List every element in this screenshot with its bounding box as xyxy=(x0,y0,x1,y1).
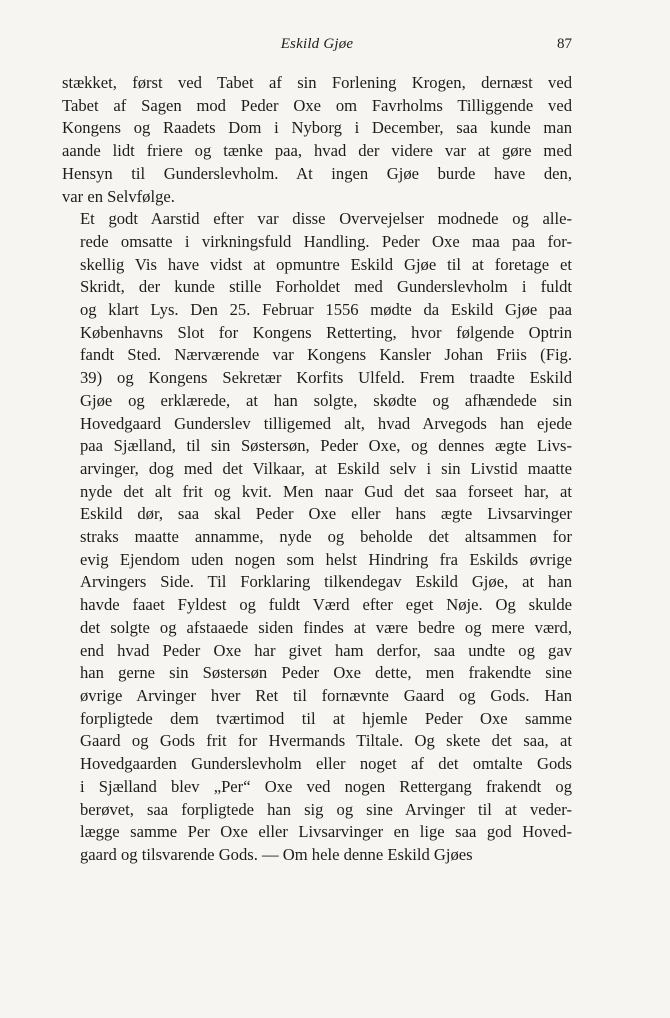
text-line: fandt Sted. Nærværende var Kongens Kansler Johan Friis (Fig. xyxy=(80,345,572,365)
text-line: straks maatte annamme, nyde og beholde det altsammen for xyxy=(80,527,572,547)
text-line: Skridt, der kunde stille Forholdet med Gunderslevholm i fuldt xyxy=(80,277,572,297)
text-line: han gerne sin Søstersøn Peder Oxe dette, men frakendte sine xyxy=(80,663,572,683)
text-line: aande lidt friere og tænke paa, hvad der videre var at gøre med xyxy=(62,141,572,161)
text-line: Københavns Slot for Kongens Retterting, hvor følgende Optrin xyxy=(80,322,572,342)
text-line: Kongens og Raadets Dom i Nyborg i December, saa kunde man xyxy=(62,118,572,138)
text-line: Gaard og Gods frit for Hvermands Tiltale. Og skete det saa, at xyxy=(80,731,572,751)
paragraph xyxy=(62,208,572,866)
text-line: i Sjælland blev „Per“ Oxe ved nogen Rettergang frakendt og xyxy=(80,776,572,796)
body-text xyxy=(62,72,572,867)
paragraph xyxy=(62,72,572,208)
text-line: Hovedgaarden Gunderslevholm eller noget af det omtalte Gods xyxy=(80,754,572,774)
text-line: 39) og Kongens Sekretær Korfits Ulfeld. Frem traadte Eskild xyxy=(80,368,572,388)
text-line: forpligtede dem tværtimod til at hjemle Peder Oxe samme xyxy=(80,708,572,728)
text-line: øvrige Arvinger hver Ret til fornævnte Gaard og Gods. Han xyxy=(80,685,572,705)
page-number: 87 xyxy=(557,36,572,52)
text-line: Gjøe og erklærede, at han solgte, skødte og afhændede sin xyxy=(80,390,572,410)
text-line: end hvad Peder Oxe har givet ham derfor, saa undte og gav xyxy=(80,640,572,660)
text-line: nyde det alt frit og kvit. Men naar Gud det saa forseet har, at xyxy=(80,481,572,501)
text-line: var en Selvfølge. xyxy=(62,186,175,206)
text-line: Eskild dør, saa skal Peder Oxe eller hans ægte Livsarvinger xyxy=(80,504,572,524)
text-line: evig Ejendom uden nogen som helst Hindring fra Eskilds øvrige xyxy=(80,549,572,569)
text-line: lægge samme Per Oxe eller Livsarvinger en lige saa god Hoved- xyxy=(80,822,572,842)
running-head xyxy=(62,36,572,56)
text-line: Et godt Aarstid efter var disse Overvejelser modnede og alle- xyxy=(80,209,572,229)
text-line: arvinger, dog med det Vilkaar, at Eskild selv i sin Livstid maatte xyxy=(80,458,572,478)
text-line: og klart Lys. Den 25. Februar 1556 mødte da Eskild Gjøe paa xyxy=(80,300,572,320)
text-line: Hensyn til Gunderslevholm. At ingen Gjøe burde have den, xyxy=(62,163,572,183)
text-line: Arvingers Side. Til Forklaring tilkendegav Eskild Gjøe, at han xyxy=(80,572,572,592)
running-title: Eskild Gjøe xyxy=(280,36,354,52)
text-line: rede omsatte i virkningsfuld Handling. Peder Oxe maa paa for- xyxy=(80,231,572,251)
text-line: stækket, først ved Tabet af sin Forlening Krogen, dernæst ved xyxy=(62,73,572,92)
text-line: det solgte og afstaaede siden findes at være bedre og mere værd, xyxy=(80,617,572,637)
text-line: paa Sjælland, til sin Søstersøn, Peder Oxe, og dennes ægte Livs- xyxy=(80,436,572,456)
text-line: Tabet af Sagen mod Peder Oxe om Favrholms Tilliggende ved xyxy=(62,95,572,115)
text-line: havde faaet Fyldest og fuldt Værd efter eget Nøje. Og skulde xyxy=(80,595,572,615)
text-line: Hovedgaard Gunderslev tilligemed alt, hvad Arvegods han ejede xyxy=(80,413,572,433)
text-line: skellig Vis have vidst at opmuntre Eskild Gjøe til at foretage et xyxy=(80,254,572,274)
text-line: berøvet, saa forpligtede han sig og sine Arvinger til at veder- xyxy=(80,799,572,819)
text-line: gaard og tilsvarende Gods. — Om hele denne Eskild Gjøes xyxy=(80,844,473,864)
